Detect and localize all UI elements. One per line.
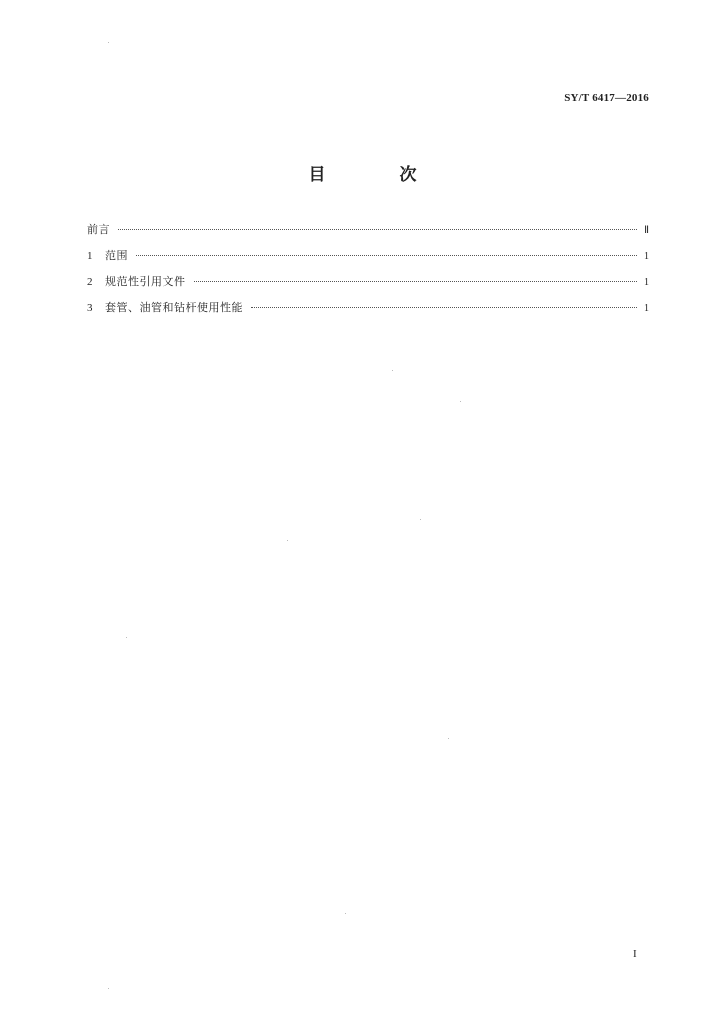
- toc-entry-label: 前言: [87, 223, 110, 236]
- toc-leader-dots: [251, 307, 637, 308]
- scan-speck: [460, 401, 461, 402]
- toc-entry-label: 范围: [105, 249, 128, 262]
- toc-entry-label: 规范性引用文件: [105, 275, 186, 288]
- scan-speck: [392, 370, 393, 371]
- document-code: SY/T 6417—2016: [564, 92, 649, 104]
- toc-entry-label: 套管、油管和钻杆使用性能: [105, 301, 243, 314]
- page-number: I: [633, 948, 637, 960]
- scan-speck: [108, 988, 109, 989]
- toc-entry-page: 1: [644, 277, 649, 288]
- toc-entry-number: 1: [87, 250, 93, 262]
- toc-entry-page: Ⅱ: [644, 225, 649, 236]
- toc-entry-page: 1: [644, 251, 649, 262]
- scan-speck: [420, 519, 421, 520]
- toc-entry-normative-references[interactable]: [87, 273, 649, 299]
- scan-speck: [287, 540, 288, 541]
- toc-entry-scope[interactable]: [87, 247, 649, 273]
- toc-entry-number: 2: [87, 276, 93, 288]
- toc-leader-dots: [136, 255, 637, 256]
- scan-speck: [345, 913, 346, 914]
- toc-entry-number: 3: [87, 302, 93, 314]
- toc-leader-dots: [194, 281, 638, 282]
- toc-entry-foreword[interactable]: [87, 221, 649, 247]
- toc-title: 目 次: [308, 165, 451, 185]
- scan-speck: [108, 42, 109, 43]
- scan-speck: [126, 637, 127, 638]
- toc-entry-page: 1: [644, 303, 649, 314]
- scan-speck: [448, 738, 449, 739]
- toc-leader-dots: [118, 229, 637, 230]
- table-of-contents: [87, 221, 649, 325]
- toc-entry-performance[interactable]: [87, 299, 649, 325]
